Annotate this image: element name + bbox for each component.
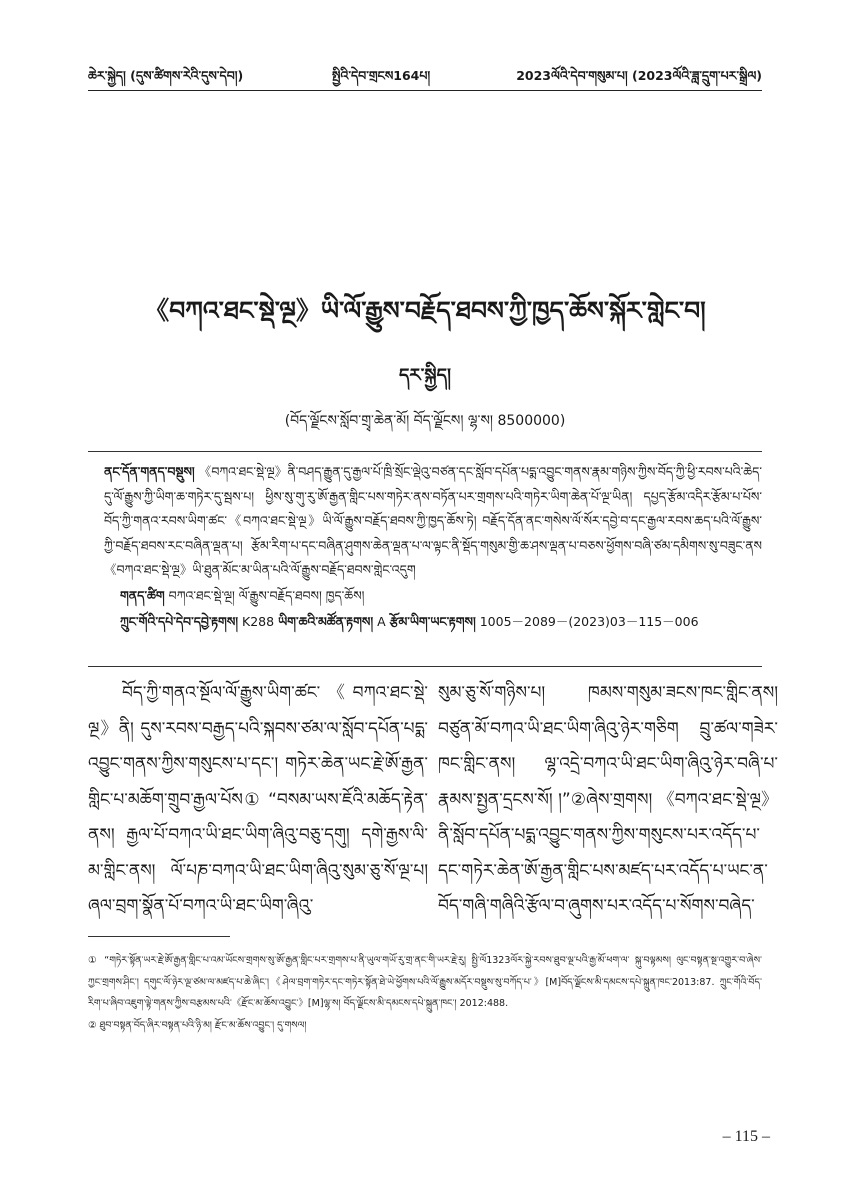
article-no-label: རྩོམ་ཡིག་ཡང་རྟགས། bbox=[389, 614, 476, 629]
footnote-2: ② ཐུབ་བསྟན་བོད་ཞིར་བསྟན་པའི་ཉི་མ། རྫོང་མ་ཆོས་འབྱུང་། དུ་གསལ། bbox=[88, 1019, 307, 1031]
journal-name: ཆེར་སྐྱེད། (དུས་ཚིགས་རེའི་དུས་དེབ།) bbox=[88, 68, 244, 83]
abstract-top-divider bbox=[88, 451, 762, 452]
author-name: དར་སྐྱིད། bbox=[399, 365, 451, 386]
clc-label: ཀྲུང་གོའི་དཔེ་དེབ་དབྱེ་རྟགས། bbox=[120, 614, 239, 629]
abstract-label: ནང་དོན་གནད་བསྡུས། bbox=[104, 464, 195, 479]
header-divider bbox=[88, 90, 762, 91]
page-number: – 115 – bbox=[722, 1128, 770, 1145]
running-header bbox=[88, 62, 762, 88]
article-title: 《བཀའ་ཐང་སྡེ་ལྔ》ཡི་ལོ་རྒྱུས་བརྗོད་ཐབས་ཀྱི་ཁྱད་ཆོས་སྐོར་གླེང་བ། bbox=[144, 296, 706, 325]
abstract-bottom-divider bbox=[88, 666, 762, 667]
body-column-right: སུམ་ཅུ་སོ་གཉིས་པ། ཁམས་གསུམ་ཟངས་ཁང་གླིང་ནས། བཙུན་མོ་བཀའ་ཡི་ཐང་ཡིག་ཞིའུ་ཉེར་གཅིག བྲུ་ཚལ་གཟེར་ཁང་གླིང་ནས། ལྷ་འདྲེ་བཀའ་ཡི་ཐང་ཡིག་ཞིའུ་ཉེར་བཞི་པ་རྣམས་སྤྱན་དྲངས་སོ། །”②ཞེས་གྲགས། 《བཀའ་ཐང་སྡེ་ལྔ》ནི་སློབ་དཔོན་པདྨ་འབྱུང་གནས་ཀྱིས་གསུངས་པར་འདོད་པ་དང་གཏེར་ཆེན་ཨོ་རྒྱན་གླིང་པས་མཛད་པར་འདོད་པ་ཡང་ན་བོད་གཞི་གཞིའི་རྩོལ་བ་ཞུགས་པར་འདོད་པ་སོགས་བཞེད་ bbox=[438, 683, 778, 916]
issue-number: སྤྱིའི་དེབ་གྲངས164པ། bbox=[332, 68, 431, 83]
author-affiliation: (བོད་ལྗོངས་སློབ་གྲྭ་ཆེན་མོ། བོད་ལྗོངས། ལྷ་ས། 8500000) bbox=[284, 413, 566, 429]
keywords bbox=[88, 584, 762, 608]
classification-line bbox=[120, 610, 762, 634]
doc-code-label: ཡིག་ཆའི་མཚོན་རྟགས། bbox=[278, 614, 374, 629]
abstract-text: 《བཀའ་ཐང་སྡེ་ལྔ》ནི་བཤད་རྒྱུན་དུ་རྒྱལ་པོ་ཁྲི་སྲོང་ལྡེའུ་བཙན་དང་སློབ་དཔོན་པདྨ་འབྱུང་གནས་རྣམ་གཉིས་ཀྱིས་བོད་ཀྱི་ཕྱི་རབས་པའི་ཆེད་དུ་ལོ་རྒྱུས་ཀྱི་ཡིག་ཆ་གཏེར་དུ་སྦས་པ། ཕྱིས་སུ་གུ་རུ་ཨོ་རྒྱན་གླིང་པས་གཏེར་ནས་བཏོན་པར་གྲགས་པའི་གཏེར་ཡིག་ཆེན་པོ་ལྔ་ཡིན། དཔྱད་རྩོམ་འདིར་རྩོམ་པ་པོས་བོད་ཀྱི་གནའ་རབས་ཡིག་ཚང་《བཀའ་ཐང་སྡེ་ལྔ》ཡི་ལོ་རྒྱུས་བརྗོད་ཐབས་ཀྱི་ཁྱད་ཆོས་ཏེ། བརྗོད་དོན་ནང་གསེས་ལོ་སོར་དབྱེ་བ་དང་རྒྱལ་རབས་ཆད་པའི་ལོ་རྒྱུས་ཀྱི་བརྗོད་ཐབས་རང་བཞིན་ལྡན་པ། རྩོམ་རིག་པ་དང་བཞིན་ཤུགས་ཆེན་ལྡན་པ་ལ་ལྟང་ནི་སྡོད་གསུམ་གྱི་ཆ་ཤས་ལྡན་པ་བཅས་ཕྱོགས་བཞི་ཙམ་དམིགས་སུ་བཟུང་ནས《བཀའ་ཐང་སྡེ་ལྔ》ཡི་ཐུན་མོང་མ་ཡིན་པའི་ལོ་རྒྱུས་བརྗོད་ཐབས་གླེང་འདུག bbox=[104, 464, 762, 577]
article-number: 1005－2089－(2023)03－115－006 bbox=[475, 614, 699, 629]
footnotes bbox=[88, 950, 762, 1036]
doc-code: A bbox=[373, 614, 390, 629]
clc-code: K288 bbox=[238, 614, 279, 629]
footnote-divider bbox=[88, 936, 230, 937]
abstract bbox=[104, 460, 762, 583]
footnote-1: ① “གཏེར་སྟོན་ཡར་རྗེ་ཨོ་རྒྱན་གླིང་པ་འམ་ཡོངས་གྲགས་སུ་ཨོ་རྒྱན་གླིང་པར་གྲགས་པ་ནི་ཡུལ་གཡོ་རུ་གྲ་ནང་གི་ཡར་རྗེ་རུ། སྤྱི་ལོ1323ལོར་སྐྱེ་རབས་ཐུབ་ལྔ་པའི་རྒྱ་མོ་ཕག་ལ་ སྐུ་བལྟམས། ལུང་བསྟན་སྔ་འགྱུར་བ་ཞེས་ཀྱང་གྲགས་ཤིང་། དགུང་ལོ་ཉེར་ལྔ་ཙམ་ལ་མཛད་པ་ཆེ་ཞིང་།《ཤེལ་བྲག་གཏེར་དང་གཏེར་སྟོན་ཐེ་ཡེ་ཕྱོགས་པའི་ལོ་རྒྱུས་མདོར་བསྡུས་སུ་བཀོད་པ་》[M]བོད་ལྗོངས་མི་དམངས་དཔེ་སྐྲུན་ཁང་2013:87. ཀྲུང་གོའི་བོད་རིག་པ་ཞིབ་འཇུག་ལྟེ་གནས་ཀྱིས་བརྩམས་པའི་《རྫོང་མ་ཆོས་འབྱུང་》[M]ལྷ་ས། བོད་ལྗོངས་མི་དམངས་དཔེ་སྐྲུན་ཁང་། 2012:488. bbox=[88, 955, 762, 1009]
keywords-text: བཀའ་ཐང་སྡེ་ལྔ། ལོ་རྒྱུས་བརྗོད་ཐབས། ཁྱད་ཆོས། bbox=[164, 588, 365, 603]
body-column-left: བོད་ཀྱི་གནའ་སྔོལ་ལོ་རྒྱུས་ཡིག་ཚང་《བཀའ་ཐང་སྡེ་ལྔ》ནི། དུས་རབས་བརྒྱད་པའི་སྐབས་ཙམ་ལ་སློབ་དཔོན་པདྨ་འབྱུང་གནས་ཀྱིས་གསུངས་པ་དང་། གཏེར་ཆེན་ཡང་རྗེ་ཨོ་རྒྱན་གླིང་པ་མཆོག་གྲུབ་རྒྱལ་པོས① “བསམ་ཡས་ཇོའི་མཆོད་རྟེན་ནས། རྒྱལ་པོ་བཀའ་ཡི་ཐང་ཡིག་ཞིའུ་བཅུ་དགུ། དགེ་རྒྱས་ལི་མ་གླིང་ནས། ལོ་པཎ་བཀའ་ཡི་ཐང་ཡིག་ཞིའུ་སུམ་ཅུ་སོ་ལྔ་པ། ཞལ་བྲག་སྣོན་པོ་བཀའ་ཡི་ཐང་ཡིག་ཞིའུ་ bbox=[88, 683, 428, 916]
issue-date: 2023ལོའི་དེབ་གསུམ་པ། (2023ལོའི་ཟླ་དྲུག་པར་སྒྲིལ) bbox=[516, 68, 762, 83]
keywords-label: གནད་ཚིག bbox=[120, 588, 165, 603]
